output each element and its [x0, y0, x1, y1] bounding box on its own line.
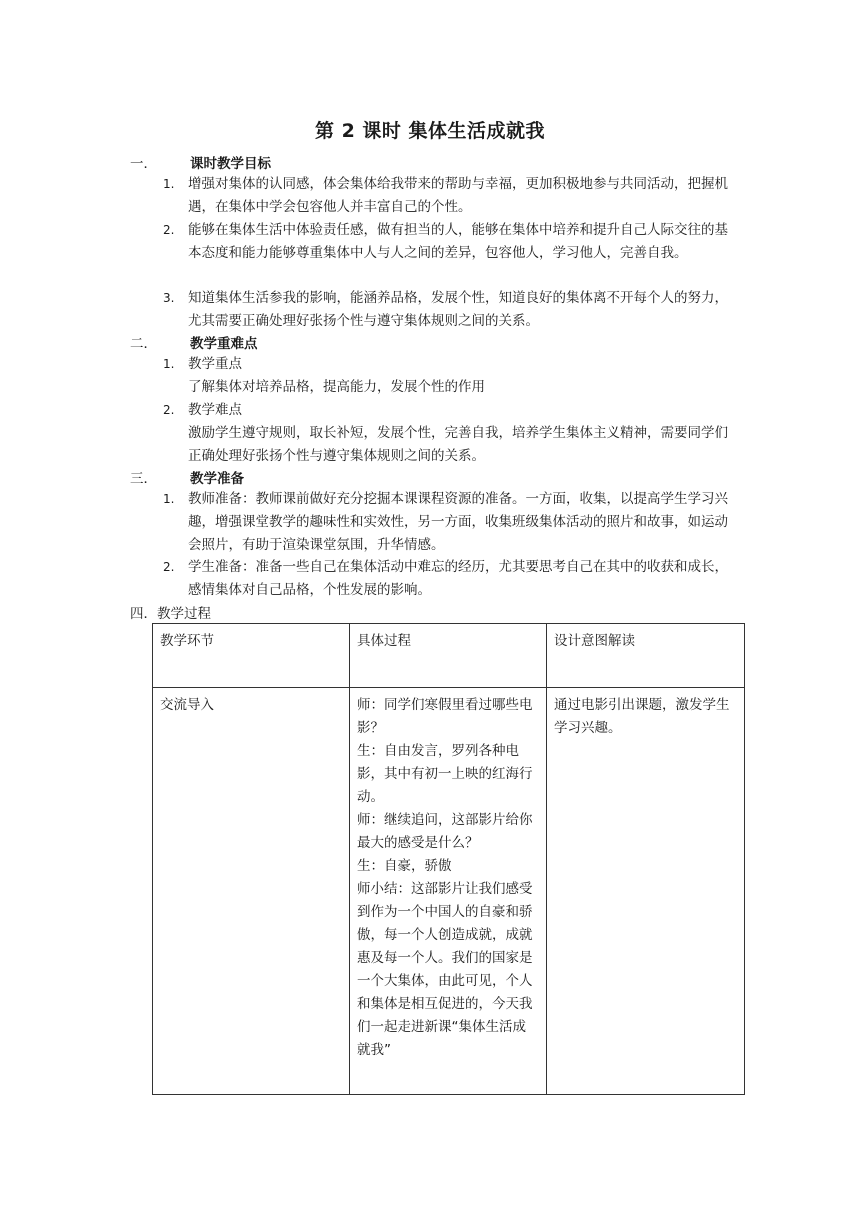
list-text: 教学难点 [188, 402, 242, 418]
section-heading-objectives [130, 152, 271, 172]
section-heading-process: 四．教学过程 [130, 606, 211, 622]
intent-cell: 通过电影引出课题，激发学生学习兴趣。 [547, 688, 745, 1095]
dialogue-line: 生：自由发言，罗列各种电影，其中有初一上映的红海行动。 [357, 743, 533, 805]
list-number: 2. [163, 560, 175, 574]
process-table [152, 623, 745, 1095]
section-title: 课时教学目标 [190, 156, 271, 172]
stage-cell: 交流导入 [153, 688, 350, 1095]
list-number: 2. [163, 223, 175, 237]
list-text: 教学重点 [188, 356, 242, 372]
list-item [163, 173, 735, 219]
process-cell [350, 688, 547, 1095]
page-title: 第 2 课时 集体生活成就我 [314, 120, 546, 142]
list-number: 1. [163, 492, 175, 506]
section-heading-preparation [130, 467, 244, 487]
column-header: 教学环节 [153, 624, 350, 688]
list-text: 知道集体生活参我的影响，能涵养品格，发展个性，知道良好的集体离不开每个人的努力，尤其需要正确处理好张扬个性与遵守集体规则之间的关系。 [188, 290, 728, 329]
section-title: 教学准备 [190, 471, 244, 487]
list-number: 2. [163, 403, 175, 417]
list-item [163, 219, 735, 265]
section-number: 三． [130, 471, 157, 487]
column-header: 设计意图解读 [547, 624, 745, 688]
list-text: 学生准备：准备一些自己在集体活动中难忘的经历，尤其要思考自己在其中的收获和成长，感情集体对自己品格，个性发展的影响。 [188, 559, 728, 598]
table-header-row [153, 624, 745, 688]
list-number: 1. [163, 357, 175, 371]
section-title: 教学重难点 [190, 336, 258, 352]
dialogue-line: 师：继续追问，这部影片给你最大的感受是什么？ [357, 812, 533, 851]
list-item [163, 556, 735, 602]
dialogue-line: 师：同学们寒假里看过哪些电影？ [357, 697, 533, 736]
column-header: 具体过程 [350, 624, 547, 688]
section-number: 一． [130, 156, 157, 172]
list-text: 教师准备：教师课前做好充分挖掘本课课程资源的准备。一方面，收集，以提高学生学习兴趣，增强课堂教学的趣味性和实效性，另一方面，收集班级集体活动的照片和故事，如运动会照片，有助于渲染课堂氛围，升华情感。 [188, 491, 728, 553]
list-detail: 激励学生遵守规则，取长补短，发展个性，完善自我，培养学生集体主义精神，需要同学们正确处理好张扬个性与遵守集体规则之间的关系。 [188, 425, 728, 464]
table-row [153, 688, 745, 1095]
section-heading-key-points [130, 332, 258, 352]
section-number: 二． [130, 336, 157, 352]
list-number: 1. [163, 177, 175, 191]
list-item [163, 488, 735, 557]
list-item [163, 287, 735, 333]
list-item [163, 353, 735, 376]
dialogue-line: 生：自豪，骄傲 [357, 858, 452, 874]
list-detail: 了解集体对培养品格，提高能力，发展个性的作用 [188, 379, 485, 395]
list-number: 3. [163, 291, 175, 305]
list-text: 增强对集体的认同感，体会集体给我带来的帮助与幸福，更加积极地参与共同活动，把握机遇，在集体中学会包容他人并丰富自己的个性。 [188, 176, 728, 215]
list-text: 能够在集体生活中体验责任感，做有担当的人，能够在集体中培养和提升自己人际交往的基本态度和能力能够尊重集体中人与人之间的差异，包容他人，学习他人，完善自我。 [188, 222, 728, 261]
list-item [163, 399, 735, 422]
dialogue-line: 师小结：这部影片让我们感受到作为一个中国人的自豪和骄傲，每一个人创造成就，成就惠及每一个人。我们的国家是一个大集体，由此可见，个人和集体是相互促进的，今天我们一起走进新课“集体生活成就我” [357, 881, 533, 1058]
